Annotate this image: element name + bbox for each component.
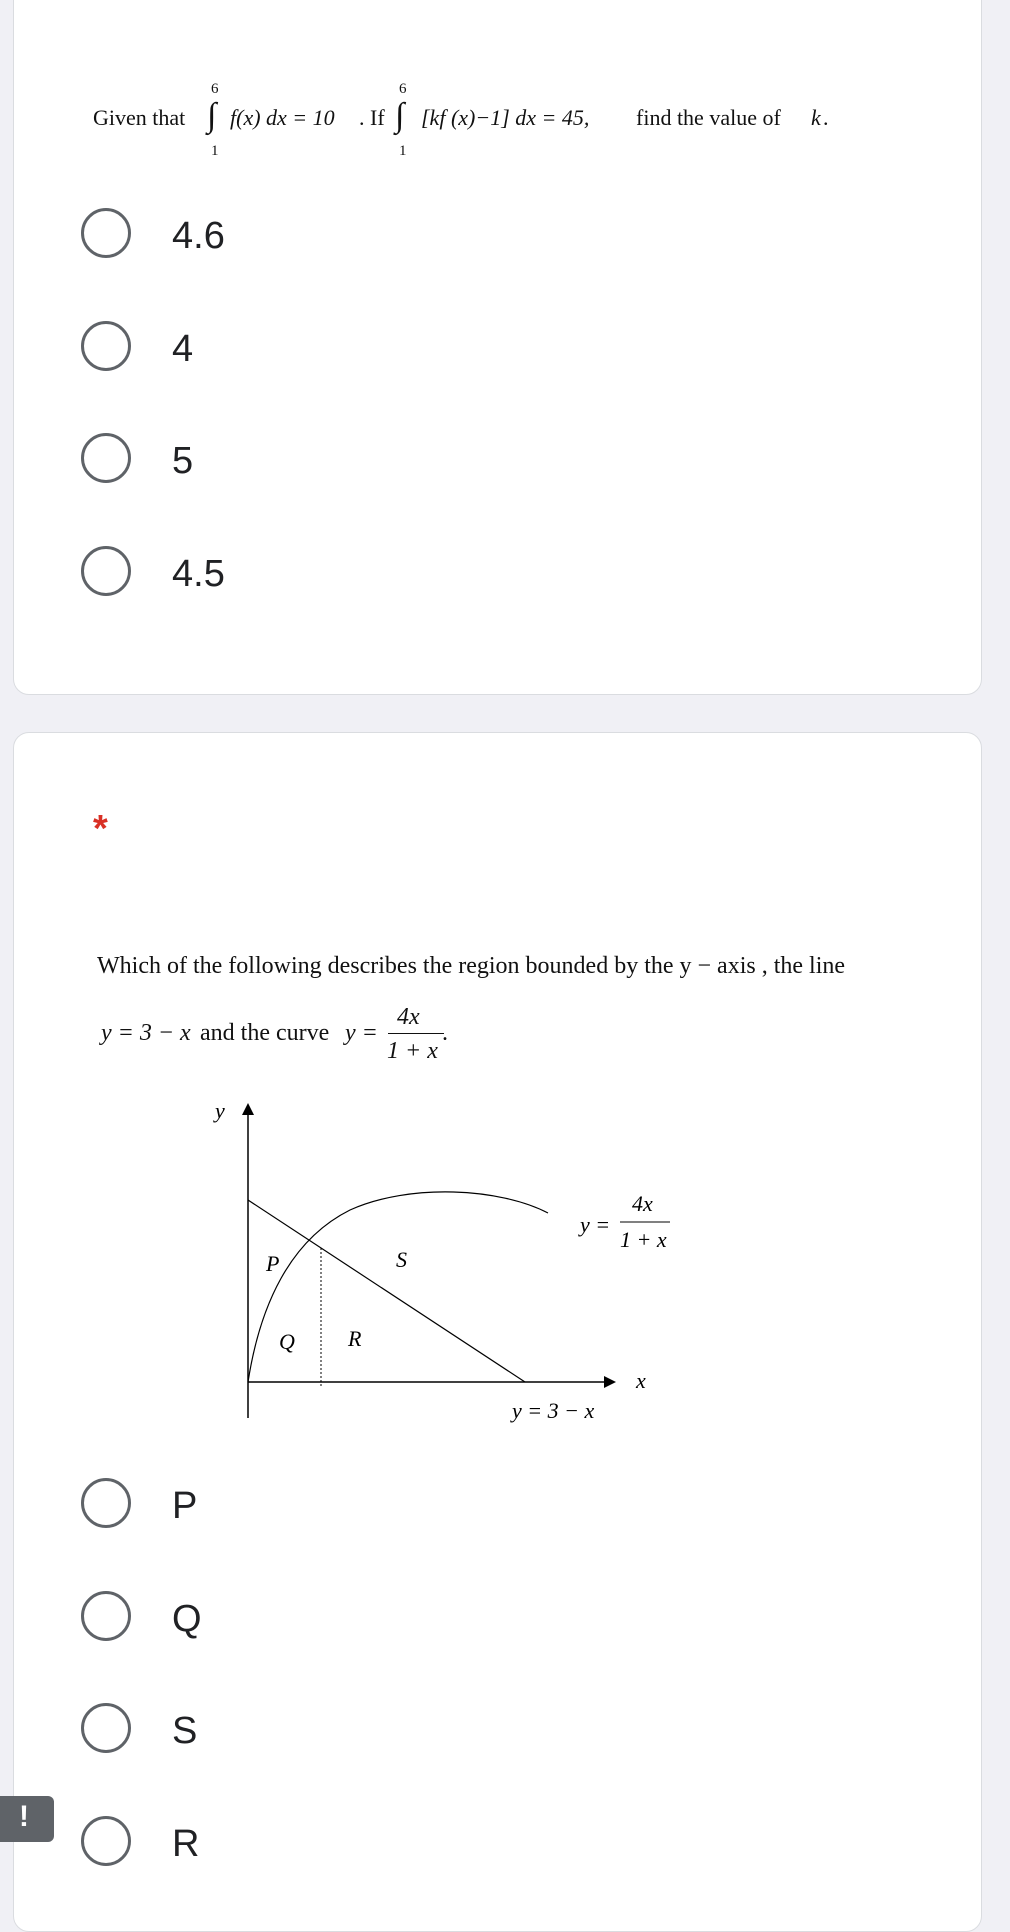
alert-tab[interactable] [0,1796,54,1842]
q2-curve-lhs: y = [345,1020,378,1046]
option-label: 4 [172,328,194,370]
radio-button[interactable] [81,1703,131,1753]
option-label: R [172,1823,200,1865]
q1-if-text: . If [359,105,385,130]
q1-given-text: Given that [93,105,186,130]
q1-upper-limit-2: 6 [399,81,407,97]
line-label: y = 3 − x [512,1398,595,1423]
curve-label-numerator: 4x [632,1191,653,1216]
exclamation-icon: ! [19,1800,29,1833]
q1-option-5[interactable] [81,428,581,488]
q1-option-4[interactable] [81,316,581,376]
q1-period: . [823,105,829,130]
option-label: 4.5 [172,553,225,595]
q2-option-p[interactable] [81,1473,581,1533]
x-axis-label: x [636,1368,646,1393]
curve-label-lhs: y = [580,1212,611,1237]
curve-label-denominator: 1 + x [620,1227,667,1252]
radio-button[interactable] [81,1816,131,1866]
q2-option-q[interactable] [81,1586,581,1646]
option-label: 4.6 [172,215,225,257]
integral-icon: ∫ [395,97,405,134]
q1-lower-limit-1: 1 [211,143,219,159]
radio-button[interactable] [81,1478,131,1528]
q1-k-var: k [811,105,821,130]
required-asterisk: * [93,808,108,850]
q2-option-s[interactable] [81,1698,581,1758]
option-label: 5 [172,440,194,482]
q1-lower-limit-2: 1 [399,143,407,159]
q1-option-4-6[interactable] [81,203,581,263]
region-diagram [200,1095,700,1435]
q2-line-equation: y = 3 − x [101,1020,191,1046]
region-label-p: P [266,1251,280,1276]
radio-button[interactable] [81,1591,131,1641]
q1-integrand-2: [kf (x)−1] dx = 45, [421,105,590,130]
option-label: P [172,1485,198,1527]
radio-button[interactable] [81,208,131,258]
radio-button[interactable] [81,546,131,596]
fraction-bar [388,1033,444,1034]
y-axis-label: y [215,1098,225,1123]
q1-find-text: find the value of [636,105,781,130]
q1-upper-limit-1: 6 [211,81,219,97]
radio-button[interactable] [81,321,131,371]
question-2-line-2 [97,995,697,1065]
region-label-r: R [348,1326,362,1351]
q2-curve-numerator: 4x [397,1004,420,1030]
q1-option-4-5[interactable] [81,541,581,601]
option-label: Q [172,1598,202,1640]
question-2-line-1: Which of the following describes the region bounded by the y − axis , the line [97,953,846,979]
region-label-s: S [396,1247,407,1272]
region-label-q: Q [279,1329,295,1354]
q1-integrand-1: f(x) dx = 10 [230,105,335,130]
option-label: S [172,1710,198,1752]
q2-period: . [442,1020,448,1046]
q2-curve-denominator: 1 + x [387,1038,438,1064]
q2-and-curve-text: and the curve [200,1020,330,1046]
line-y-3-minus-x [248,1200,525,1382]
q2-option-r[interactable] [81,1811,581,1871]
radio-button[interactable] [81,433,131,483]
integral-icon: ∫ [207,97,217,134]
question-1-text [81,75,941,165]
